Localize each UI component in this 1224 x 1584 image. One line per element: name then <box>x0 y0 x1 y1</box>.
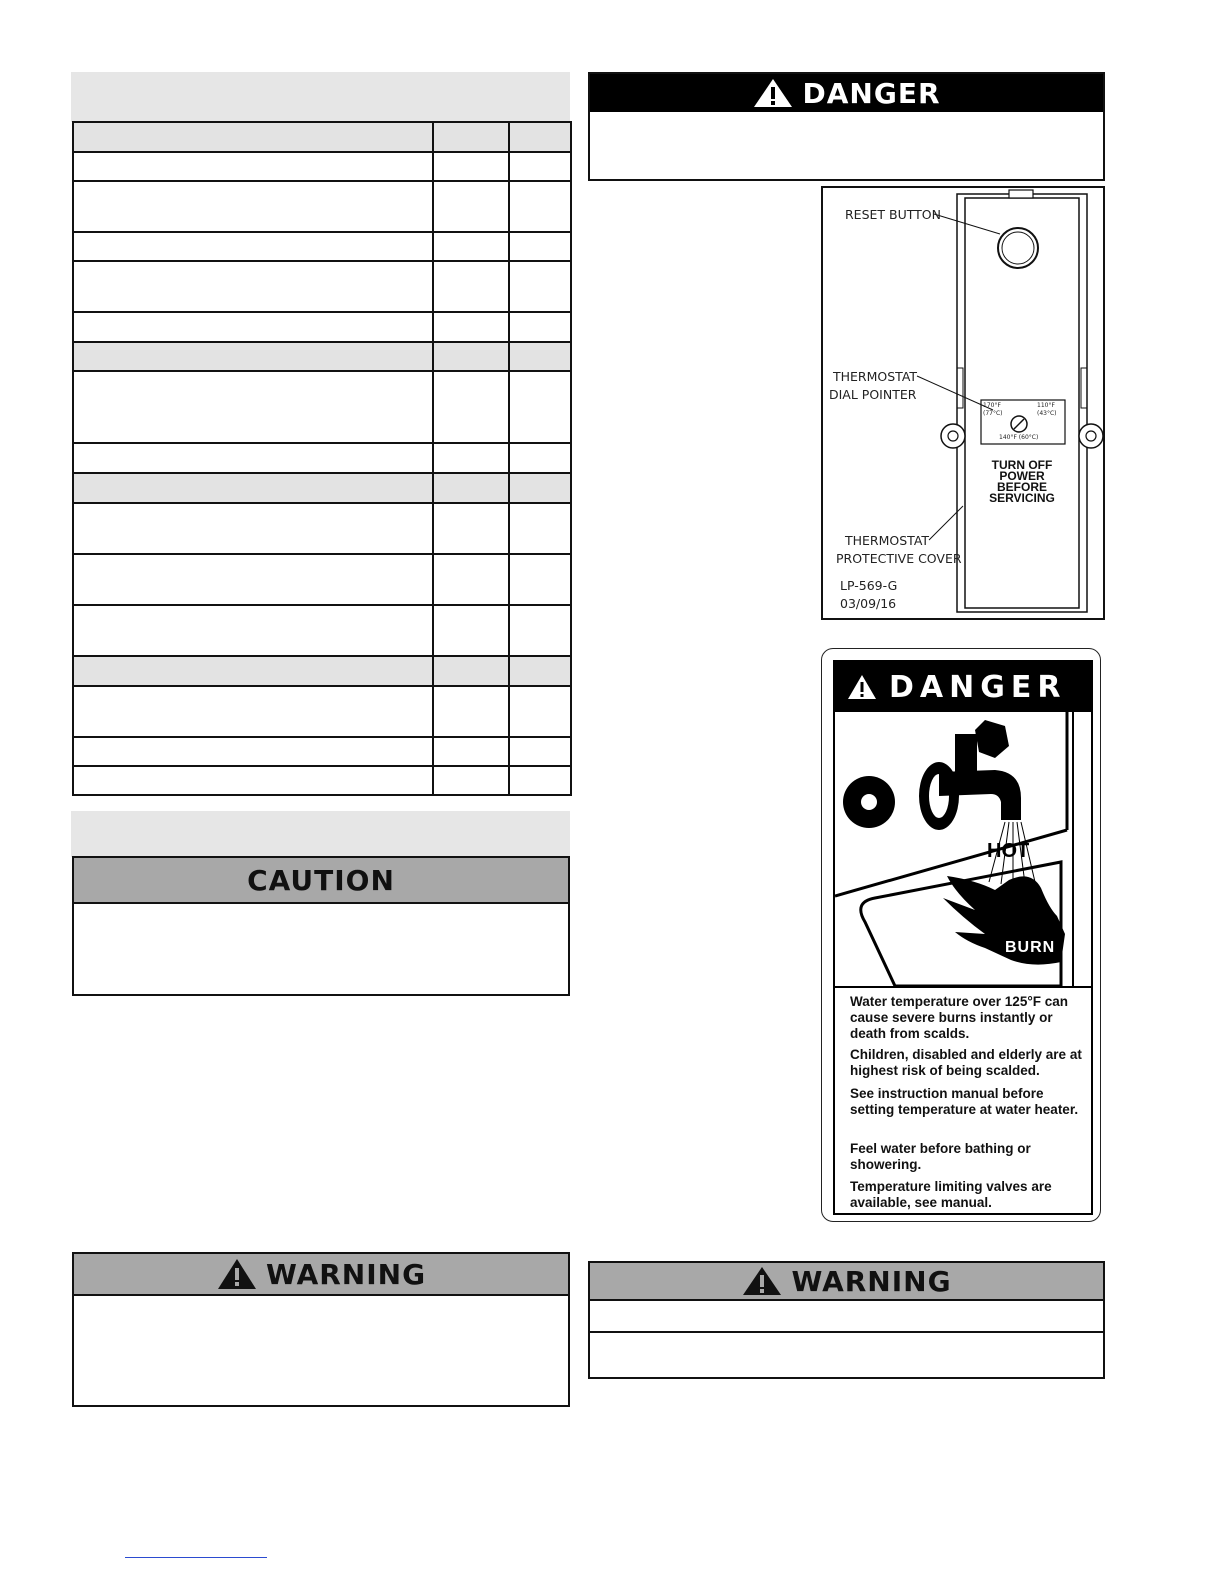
table-cell <box>433 656 509 686</box>
table-row <box>73 443 571 473</box>
table-cell <box>433 122 509 152</box>
table-cell <box>433 554 509 605</box>
table-cell <box>509 686 571 737</box>
label-divider <box>835 986 1091 988</box>
scald-warning-temp: Water temperature over 125°F can cause severe burns instantly or death from scalds. <box>850 994 1068 1041</box>
table-cell <box>73 554 433 605</box>
table-cell <box>509 312 571 342</box>
reset-button-label: RESET BUTTON <box>845 207 941 222</box>
table-cell <box>509 261 571 312</box>
table-cell <box>73 443 433 473</box>
table-cell <box>73 152 433 181</box>
table-cell <box>433 261 509 312</box>
warning-triangle-icon <box>752 77 794 109</box>
table-row <box>73 554 571 605</box>
table-cell <box>73 342 433 371</box>
scald-warning-feel: Feel water before bathing or showering. <box>850 1141 1031 1172</box>
table-row <box>73 737 571 766</box>
table-section-row <box>73 122 571 152</box>
turn-off-line-1: TURN OFF <box>991 458 1053 472</box>
warning-right-divider <box>590 1301 1103 1333</box>
table-cell <box>509 122 571 152</box>
burn-text: BURN <box>1005 939 1056 956</box>
scald-label-title <box>835 662 1091 712</box>
turn-off-line-4: SERVICING <box>989 491 1055 505</box>
table-cell <box>509 766 571 795</box>
scald-label-title-text: DANGER <box>889 669 1067 705</box>
scald-warning-valves: Temperature limiting valves are available, see manual. <box>850 1179 1052 1210</box>
table-cell <box>73 122 433 152</box>
cover-label-2: PROTECTIVE COVER <box>836 551 962 566</box>
table-section-row <box>73 656 571 686</box>
turn-off-power-text <box>975 460 1069 504</box>
warning-banner-right-text: WARNING <box>791 1264 952 1298</box>
table-cell <box>509 181 571 232</box>
table-cell <box>433 342 509 371</box>
table-row <box>73 152 571 181</box>
table-cell <box>73 261 433 312</box>
table-cell <box>509 152 571 181</box>
table-row <box>73 371 571 443</box>
caution-heading-bar <box>71 811 570 857</box>
scald-label-inner <box>833 660 1093 1215</box>
table-cell <box>433 371 509 443</box>
danger-box-top <box>588 72 1105 181</box>
dial-pointer-label-2: DIAL POINTER <box>829 387 917 402</box>
turn-off-line-2: POWER <box>999 469 1045 483</box>
dial-right-mark: 110°F (43°C) <box>1037 402 1057 417</box>
table-row <box>73 261 571 312</box>
table-cell <box>433 503 509 554</box>
table-cell <box>73 312 433 342</box>
dial-left-mark: 170°F (77°C) <box>983 402 1003 417</box>
caution-banner-text: CAUTION <box>247 863 395 897</box>
footer-rule <box>125 1557 267 1558</box>
table-heading-bar <box>71 72 570 122</box>
dial-pointer-label-1: THERMOSTAT <box>833 369 918 384</box>
table-cell <box>509 473 571 503</box>
table-cell <box>73 503 433 554</box>
caution-banner <box>74 858 568 904</box>
warning-box-right <box>588 1261 1105 1379</box>
table-cell <box>433 473 509 503</box>
table-cell <box>509 443 571 473</box>
diagram-date: 03/09/16 <box>840 596 897 611</box>
table-cell <box>433 686 509 737</box>
table-row <box>73 766 571 795</box>
table-cell <box>73 232 433 261</box>
table-cell <box>433 181 509 232</box>
table-cell <box>509 371 571 443</box>
hot-text: HOT <box>987 840 1030 862</box>
table-cell <box>73 686 433 737</box>
table-cell <box>433 737 509 766</box>
thermostat-diagram <box>821 186 1105 620</box>
table-cell <box>433 232 509 261</box>
table-cell <box>433 152 509 181</box>
scald-warning-manual: See instruction manual before setting temperature at water heater. <box>850 1086 1079 1117</box>
table-row <box>73 181 571 232</box>
table-cell <box>509 554 571 605</box>
warning-triangle-icon <box>741 1265 783 1297</box>
warning-banner-right <box>590 1263 1103 1301</box>
warning-banner-left-text: WARNING <box>265 1257 427 1291</box>
table-cell <box>509 656 571 686</box>
danger-banner-top <box>590 74 1103 112</box>
diagram-code: LP-569-G <box>840 578 898 593</box>
warning-triangle-icon <box>216 1257 258 1291</box>
table-cell <box>73 371 433 443</box>
table-cell <box>509 605 571 656</box>
table-cell <box>73 656 433 686</box>
table-cell <box>433 312 509 342</box>
table-row <box>73 605 571 656</box>
table-cell <box>73 737 433 766</box>
table-cell <box>73 181 433 232</box>
turn-off-line-3: BEFORE <box>996 480 1047 494</box>
dial-bottom-mark: 140°F (60°C) <box>999 434 1039 441</box>
table-cell <box>433 605 509 656</box>
danger-banner-top-text: DANGER <box>802 76 941 110</box>
table-row <box>73 232 571 261</box>
table-cell <box>73 473 433 503</box>
table-cell <box>73 605 433 656</box>
table-section-row <box>73 473 571 503</box>
table-row <box>73 503 571 554</box>
scald-danger-label <box>821 648 1101 1222</box>
table-row <box>73 312 571 342</box>
table-cell <box>509 737 571 766</box>
table-cell <box>509 503 571 554</box>
table-cell <box>433 766 509 795</box>
table-cell <box>509 232 571 261</box>
cover-label-1: THERMOSTAT <box>845 533 930 548</box>
specifications-table <box>72 121 572 796</box>
scald-warning-risk: Children, disabled and elderly are at highest risk of being scalded. <box>850 1047 1082 1078</box>
table-section-row <box>73 342 571 371</box>
table-cell <box>433 443 509 473</box>
table-row <box>73 686 571 737</box>
table-cell <box>509 342 571 371</box>
warning-banner-left <box>74 1254 568 1296</box>
warning-box-left <box>72 1252 570 1407</box>
table-cell <box>73 766 433 795</box>
caution-box <box>72 856 570 996</box>
warning-triangle-icon <box>847 674 877 700</box>
